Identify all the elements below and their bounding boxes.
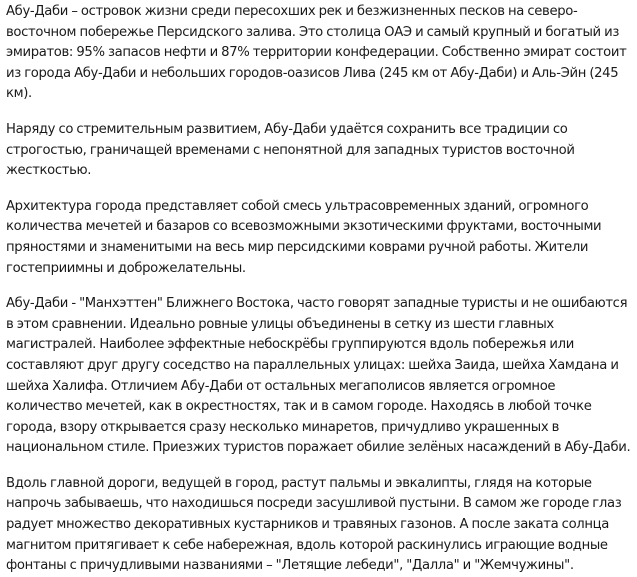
paragraph-manhattan: Абу-Даби - "Манхэттен" Ближнего Востока, часто говорят западные туристы и не ошибаются в этом сравнении. Идеально ровные улицы объединены в сетку из шести главных магистралей. Наиболее эффектные небоскрёбы группируются вдоль побережья или составляют друг другу соседство на параллельных улицах: шейха Заида, шейха Хамдана и шейха Халифа. Отличием Абу-Даби от остальных мегаполисов является огромное количество мечетей, как в окрестностях, так и в самом городе. Находясь в любой точке города, взору открывается сразу несколько минаретов, причудливо украшенных в национальном стиле. Приезжих туристов поражает обилие зелёных насаждений в Абу-Даби.: [6, 296, 631, 456]
paragraph-architecture: Архитектура города представляет собой смесь ультрасовременных зданий, огромного количества мечетей и базаров со всевозможными экзотическими фруктами, восточными пряностями и знаменитыми на весь мир персидскими коврами ручной работы. Жители гостеприимны и доброжелательны.: [6, 198, 602, 276]
paragraph-traditions: Наряду со стремительным развитием, Абу-Даби удаётся сохранить все традиции со строгостью, граничащей временами с непонятной для западных туристов восточной жесткостью.: [6, 121, 575, 179]
paragraph-road: Вдоль главной дороги, ведущей в город, растут пальмы и эвкалипты, глядя на которые напрочь забываешь, что находишься посреди засушливой пустыни. В самом же городе глаз радует множество декоративных кустарников и травяных газонов. А после заката солнца магнитом притягивает к себе набережная, вдоль которой раскинулись играющие водные фонтаны с причудливыми названиями – "Летящие лебеди", "Далла" и "Жемчужины".: [6, 475, 622, 574]
paragraph-intro: Абу-Даби – островок жизни среди пересохших рек и безжизненных песков на северо-восточном побережье Персидского залива. Это столица ОАЭ и самый крупный и богатый из эмиратов: 95% запасов нефти и 87% территории конфедерации. Собственно эмират состоит из города Абу-Даби и небольших городов-оазисов Лива (245 км от Абу-Даби) и Аль-Эйн (245 км).: [6, 4, 627, 102]
